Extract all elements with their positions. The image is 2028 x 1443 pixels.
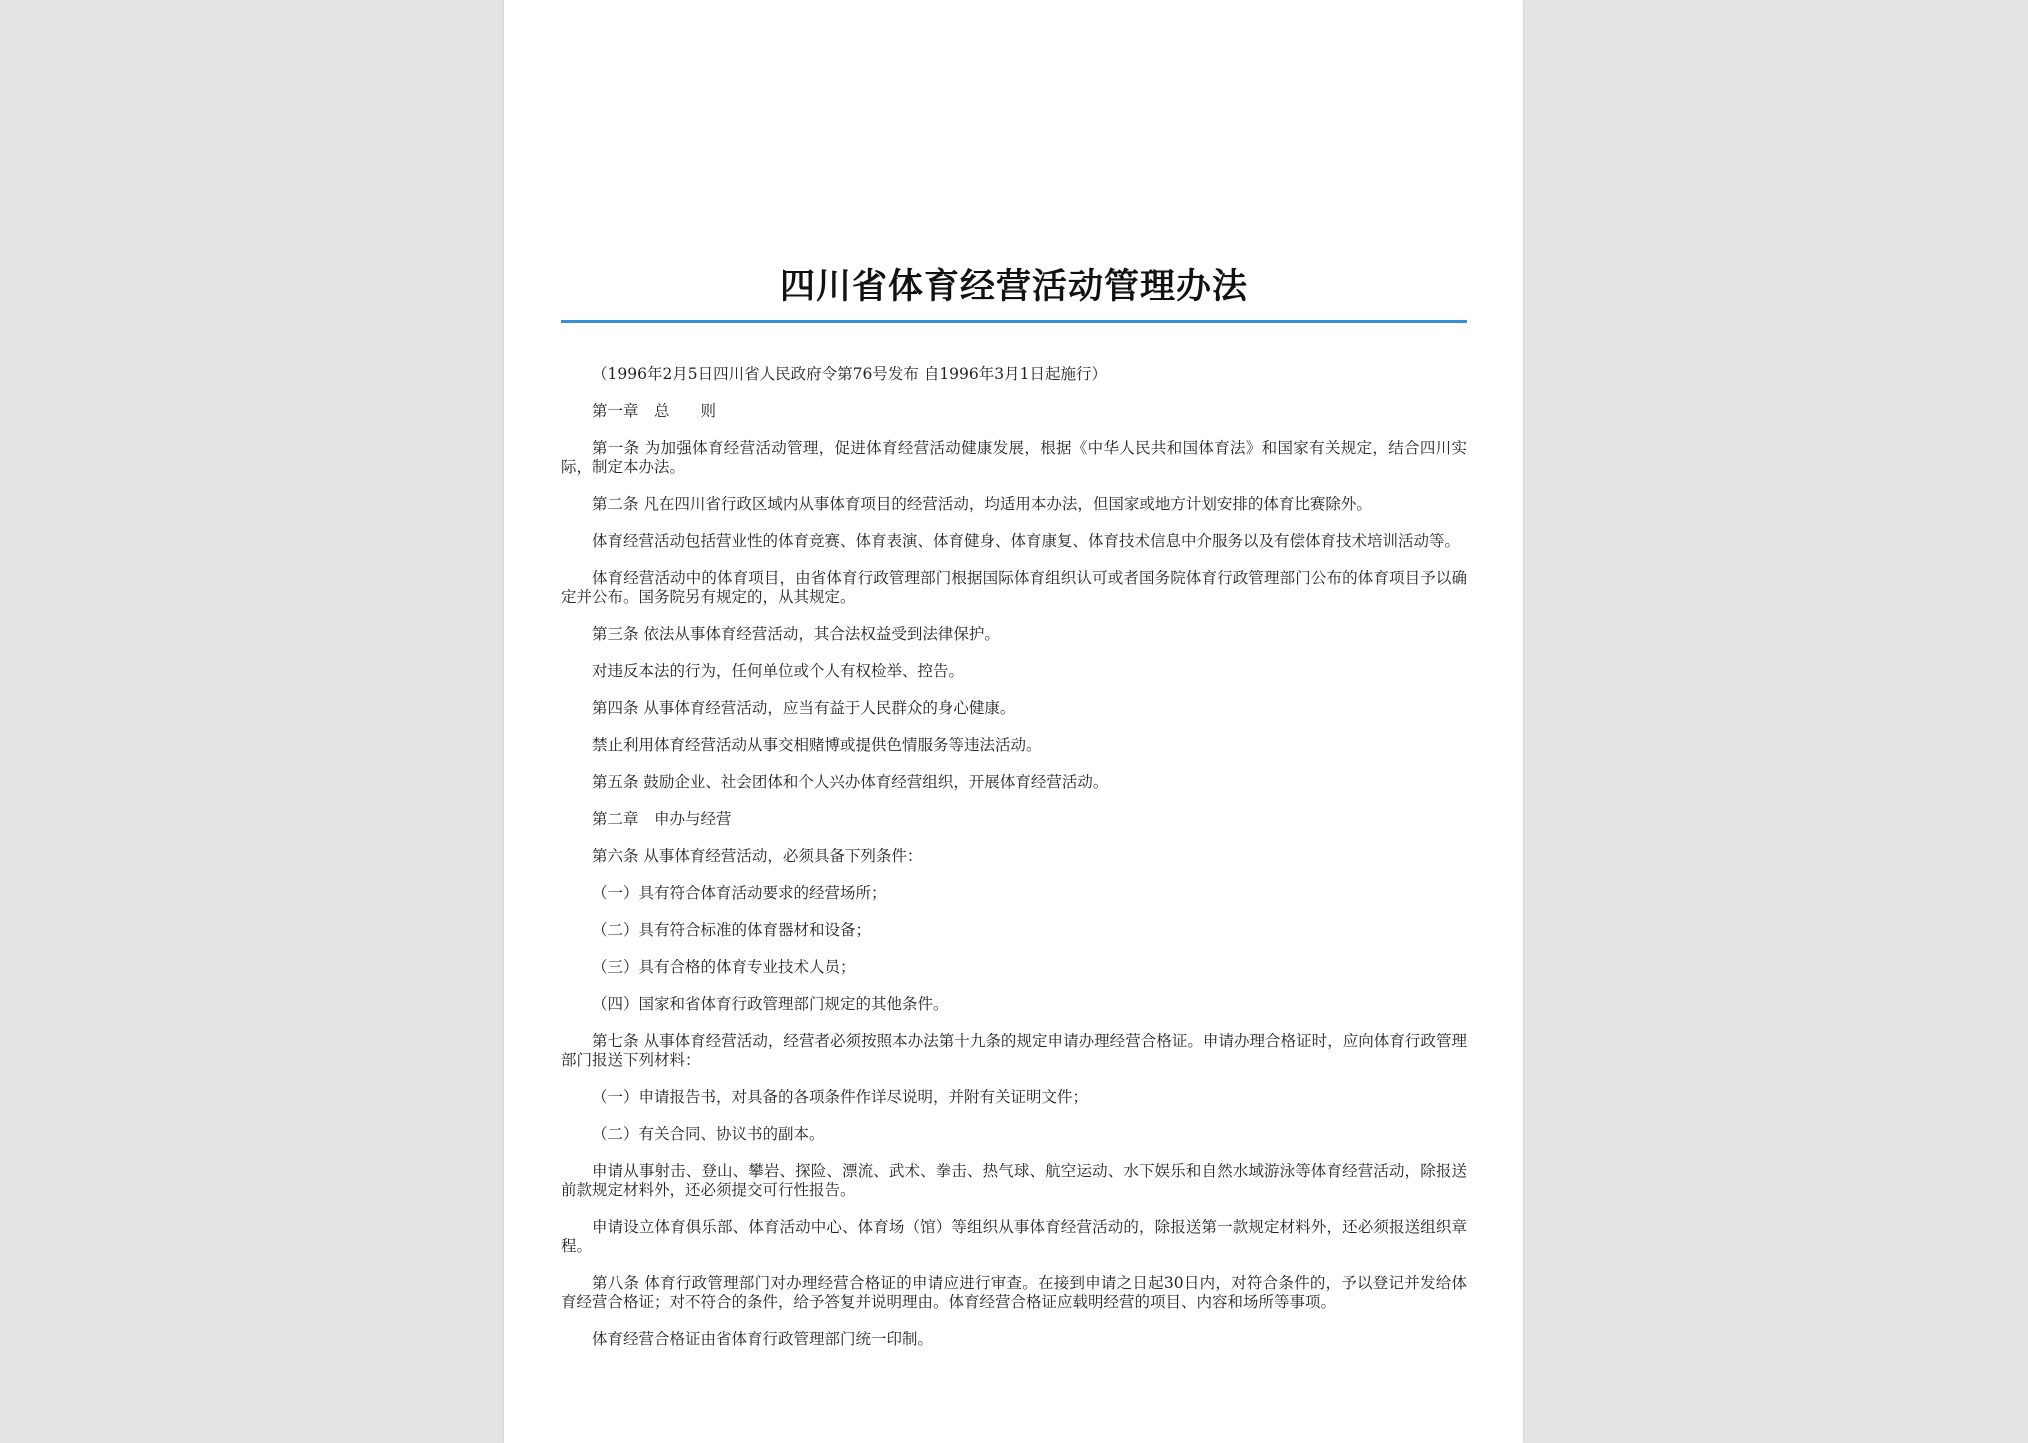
article-paragraph: 第四条 从事体育经营活动，应当有益于人民群众的身心健康。	[592, 699, 1016, 717]
list-item: （一）具有符合体育活动要求的经营场所；	[592, 884, 887, 902]
article-paragraph: 申请从事射击、登山、攀岩、探险、漂流、武术、拳击、热气球、航空运动、水下娱乐和自然水域游泳等体育经营活动，除报送前款规定材料外，还必须提交可行性报告。	[561, 1162, 1467, 1199]
list-item: （二）有关合同、协议书的副本。	[592, 1125, 825, 1143]
article-paragraph: 体育经营合格证由省体育行政管理部门统一印制。	[592, 1330, 934, 1348]
document-page	[504, 0, 1523, 1443]
article-paragraph: 第五条 鼓励企业、社会团体和个人兴办体育经营组织，开展体育经营活动。	[592, 773, 1109, 791]
article-paragraph: 体育经营活动中的体育项目，由省体育行政管理部门根据国际体育组织认可或者国务院体育行政管理部门公布的体育项目予以确定并公布。国务院另有规定的，从其规定。	[561, 569, 1467, 606]
article-paragraph: 第三条 依法从事体育经营活动，其合法权益受到法律保护。	[592, 625, 1000, 643]
article-paragraph: 禁止利用体育经营活动从事交相赌博或提供色情服务等违法活动。	[592, 736, 1042, 754]
list-item: （一）申请报告书，对具备的各项条件作详尽说明，并附有关证明文件；	[592, 1088, 1089, 1106]
publication-note: （1996年2月5日四川省人民政府令第76号发布 自1996年3月1日起施行）	[592, 365, 1107, 383]
document-body	[561, 365, 1467, 1349]
title-divider	[561, 320, 1467, 323]
article-paragraph: 第六条 从事体育经营活动，必须具备下列条件：	[592, 847, 923, 865]
list-item: （四）国家和省体育行政管理部门规定的其他条件。	[592, 995, 949, 1013]
document-title: 四川省体育经营活动管理办法	[779, 267, 1248, 307]
chapter-heading: 第一章 总 则	[592, 402, 717, 420]
article-paragraph: 第一条 为加强体育经营活动管理，促进体育经营活动健康发展，根据《中华人民共和国体育法》和国家有关规定，结合四川实际，制定本办法。	[561, 439, 1467, 476]
article-paragraph: 第八条 体育行政管理部门对办理经营合格证的申请应进行审查。在接到申请之日起30日内，对符合条件的，予以登记并发给体育经营合格证；对不符合的条件，给予答复并说明理由。体育经营合格证应载明经营的项目、内容和场所等事项。	[561, 1274, 1467, 1311]
article-paragraph: 第二条 凡在四川省行政区域内从事体育项目的经营活动，均适用本办法，但国家或地方计划安排的体育比赛除外。	[592, 495, 1372, 513]
article-paragraph: 申请设立体育俱乐部、体育活动中心、体育场（馆）等组织从事体育经营活动的，除报送第一款规定材料外，还必须报送组织章程。	[561, 1218, 1467, 1255]
article-paragraph: 第七条 从事体育经营活动，经营者必须按照本办法第十九条的规定申请办理经营合格证。申请办理合格证时，应向体育行政管理部门报送下列材料：	[561, 1032, 1467, 1069]
list-item: （二）具有符合标准的体育器材和设备；	[592, 921, 872, 939]
article-paragraph: 体育经营活动包括营业性的体育竞赛、体育表演、体育健身、体育康复、体育技术信息中介服务以及有偿体育技术培训活动等。	[592, 532, 1461, 550]
chapter-heading: 第二章 申办与经营	[592, 810, 732, 828]
page-content	[561, 262, 1467, 1367]
list-item: （三）具有合格的体育专业技术人员；	[592, 958, 856, 976]
article-paragraph: 对违反本法的行为，任何单位或个人有权检举、控告。	[592, 662, 965, 680]
